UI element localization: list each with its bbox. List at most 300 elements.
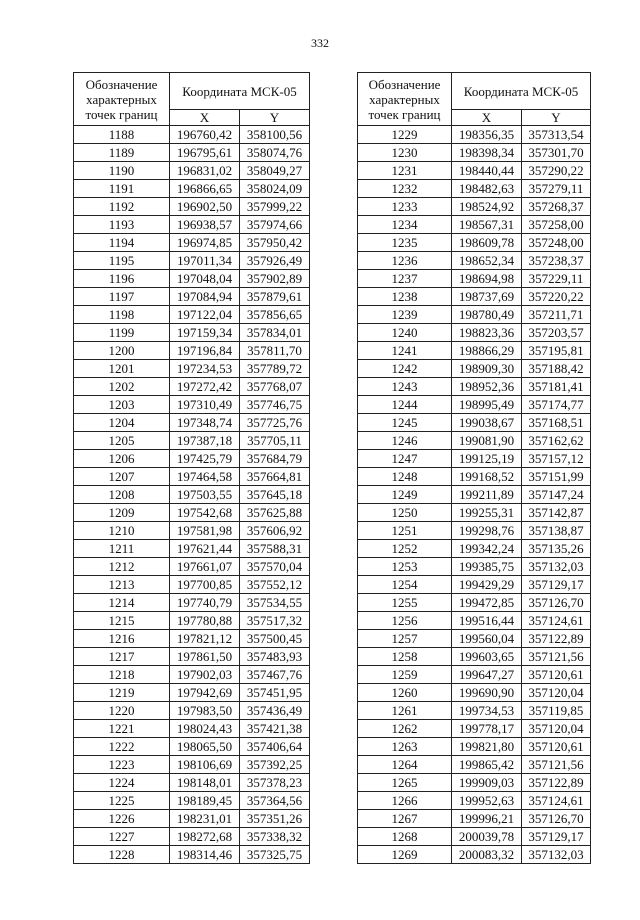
point-id-cell: 1220 [74,702,170,720]
table-row [74,288,310,306]
point-id-cell: 1245 [358,414,452,432]
point-id-cell: 1221 [74,720,170,738]
y-coordinate-cell: 357203,57 [522,324,591,342]
x-coordinate-cell: 199429,29 [452,576,522,594]
point-id-cell: 1252 [358,540,452,558]
y-coordinate-cell: 357188,42 [522,360,591,378]
point-id-cell: 1259 [358,666,452,684]
point-id-cell: 1193 [74,216,170,234]
table-row [358,540,591,558]
point-id-cell: 1191 [74,180,170,198]
table-row [358,324,591,342]
y-coordinate-cell: 357338,32 [240,828,310,846]
table-row [74,612,310,630]
x-coordinate-cell: 198995,49 [452,396,522,414]
table-row [358,450,591,468]
x-coordinate-cell: 198780,49 [452,306,522,324]
x-coordinate-cell: 198148,01 [170,774,240,792]
point-id-cell: 1209 [74,504,170,522]
table-row [74,828,310,846]
header-coordinate: Координата МСК-05 [170,73,310,110]
y-coordinate-cell: 358049,27 [240,162,310,180]
x-coordinate-cell: 199909,03 [452,774,522,792]
table-row [74,306,310,324]
point-id-cell: 1190 [74,162,170,180]
table-row [74,522,310,540]
table-row [358,180,591,198]
y-coordinate-cell: 357129,17 [522,576,591,594]
point-id-cell: 1207 [74,468,170,486]
table-row [358,432,591,450]
y-coordinate-cell: 357126,70 [522,810,591,828]
x-coordinate-cell: 197621,44 [170,540,240,558]
y-coordinate-cell: 357132,03 [522,558,591,576]
x-coordinate-cell: 197272,42 [170,378,240,396]
x-coordinate-cell: 197464,58 [170,468,240,486]
y-coordinate-cell: 357135,26 [522,540,591,558]
y-coordinate-cell: 357122,89 [522,630,591,648]
point-id-cell: 1232 [358,180,452,198]
point-id-cell: 1246 [358,432,452,450]
table-row [74,378,310,396]
table-row [358,666,591,684]
y-coordinate-cell: 358024,09 [240,180,310,198]
point-id-cell: 1257 [358,630,452,648]
point-id-cell: 1234 [358,216,452,234]
point-id-cell: 1244 [358,396,452,414]
point-id-cell: 1260 [358,684,452,702]
x-coordinate-cell: 196831,02 [170,162,240,180]
y-coordinate-cell: 357151,99 [522,468,591,486]
point-id-cell: 1233 [358,198,452,216]
x-coordinate-cell: 200039,78 [452,828,522,846]
y-coordinate-cell: 357220,22 [522,288,591,306]
x-coordinate-cell: 198866,29 [452,342,522,360]
table-row [74,414,310,432]
table-row [358,486,591,504]
x-coordinate-cell: 197661,07 [170,558,240,576]
y-coordinate-cell: 357325,75 [240,846,310,864]
x-coordinate-cell: 198356,35 [452,126,522,144]
coordinate-table-right [357,72,591,864]
table-row [74,216,310,234]
x-coordinate-cell: 198694,98 [452,270,522,288]
y-coordinate-cell: 357351,26 [240,810,310,828]
y-coordinate-cell: 357483,93 [240,648,310,666]
table-row [358,198,591,216]
y-coordinate-cell: 357157,12 [522,450,591,468]
y-coordinate-cell: 357229,11 [522,270,591,288]
y-coordinate-cell: 357625,88 [240,504,310,522]
point-id-cell: 1265 [358,774,452,792]
table-row [358,378,591,396]
x-coordinate-cell: 198737,69 [452,288,522,306]
table-row [358,846,591,864]
table-row [74,540,310,558]
y-coordinate-cell: 357121,56 [522,648,591,666]
x-coordinate-cell: 197542,68 [170,504,240,522]
x-coordinate-cell: 199472,85 [452,594,522,612]
point-id-cell: 1213 [74,576,170,594]
table-row [358,144,591,162]
table-row [358,702,591,720]
header-y: Y [522,110,591,126]
point-id-cell: 1248 [358,468,452,486]
y-coordinate-cell: 357392,25 [240,756,310,774]
table-row [358,504,591,522]
y-coordinate-cell: 357999,22 [240,198,310,216]
point-id-cell: 1249 [358,486,452,504]
point-id-cell: 1203 [74,396,170,414]
y-coordinate-cell: 357926,49 [240,252,310,270]
table-row [74,360,310,378]
table-row [74,432,310,450]
point-id-cell: 1242 [358,360,452,378]
table-row [358,252,591,270]
point-id-cell: 1206 [74,450,170,468]
x-coordinate-cell: 197821,12 [170,630,240,648]
x-coordinate-cell: 196795,61 [170,144,240,162]
x-coordinate-cell: 198652,34 [452,252,522,270]
y-coordinate-cell: 357534,55 [240,594,310,612]
table-row [74,126,310,144]
table-row [358,234,591,252]
table-row [358,648,591,666]
point-id-cell: 1228 [74,846,170,864]
table-row [358,594,591,612]
y-coordinate-cell: 358074,76 [240,144,310,162]
y-coordinate-cell: 357645,18 [240,486,310,504]
x-coordinate-cell: 198065,50 [170,738,240,756]
point-id-cell: 1208 [74,486,170,504]
point-id-cell: 1264 [358,756,452,774]
table-row [358,360,591,378]
header-point: Обозначение характерных точек границ [74,73,170,126]
point-id-cell: 1211 [74,540,170,558]
y-coordinate-cell: 357570,04 [240,558,310,576]
table-row [74,468,310,486]
x-coordinate-cell: 198823,36 [452,324,522,342]
point-id-cell: 1231 [358,162,452,180]
y-coordinate-cell: 357902,89 [240,270,310,288]
point-id-cell: 1223 [74,756,170,774]
table-row [74,756,310,774]
x-coordinate-cell: 199342,24 [452,540,522,558]
point-id-cell: 1188 [74,126,170,144]
point-id-cell: 1253 [358,558,452,576]
x-coordinate-cell: 198024,43 [170,720,240,738]
x-coordinate-cell: 197122,04 [170,306,240,324]
y-coordinate-cell: 357789,72 [240,360,310,378]
table-row [358,576,591,594]
table-row [74,324,310,342]
point-id-cell: 1212 [74,558,170,576]
y-coordinate-cell: 357768,07 [240,378,310,396]
y-coordinate-cell: 357129,17 [522,828,591,846]
table-row [74,846,310,864]
table-row [358,126,591,144]
x-coordinate-cell: 198909,30 [452,360,522,378]
table-row [74,558,310,576]
x-coordinate-cell: 197581,98 [170,522,240,540]
x-coordinate-cell: 197234,53 [170,360,240,378]
x-coordinate-cell: 198314,46 [170,846,240,864]
point-id-cell: 1210 [74,522,170,540]
header-coordinate: Координата МСК-05 [452,73,591,110]
x-coordinate-cell: 196760,42 [170,126,240,144]
y-coordinate-cell: 357195,81 [522,342,591,360]
y-coordinate-cell: 357124,61 [522,792,591,810]
table-row [74,774,310,792]
y-coordinate-cell: 357313,54 [522,126,591,144]
table-row [358,630,591,648]
point-id-cell: 1251 [358,522,452,540]
x-coordinate-cell: 197983,50 [170,702,240,720]
table-row [74,684,310,702]
table-row [358,270,591,288]
point-id-cell: 1256 [358,612,452,630]
y-coordinate-cell: 357834,01 [240,324,310,342]
table-row [74,594,310,612]
x-coordinate-cell: 197740,79 [170,594,240,612]
page-number: 332 [311,36,329,50]
point-id-cell: 1250 [358,504,452,522]
point-id-cell: 1261 [358,702,452,720]
y-coordinate-cell: 357950,42 [240,234,310,252]
x-coordinate-cell: 199778,17 [452,720,522,738]
table-row [358,792,591,810]
table-row [358,306,591,324]
x-coordinate-cell: 198952,36 [452,378,522,396]
point-id-cell: 1199 [74,324,170,342]
point-id-cell: 1202 [74,378,170,396]
y-coordinate-cell: 357119,85 [522,702,591,720]
x-coordinate-cell: 199298,76 [452,522,522,540]
x-coordinate-cell: 199647,27 [452,666,522,684]
point-id-cell: 1194 [74,234,170,252]
point-id-cell: 1236 [358,252,452,270]
x-coordinate-cell: 199038,67 [452,414,522,432]
x-coordinate-cell: 197310,49 [170,396,240,414]
x-coordinate-cell: 198272,68 [170,828,240,846]
x-coordinate-cell: 199603,65 [452,648,522,666]
x-coordinate-cell: 197861,50 [170,648,240,666]
point-id-cell: 1215 [74,612,170,630]
point-id-cell: 1198 [74,306,170,324]
point-id-cell: 1189 [74,144,170,162]
point-id-cell: 1201 [74,360,170,378]
y-coordinate-cell: 357124,61 [522,612,591,630]
point-id-cell: 1239 [358,306,452,324]
y-coordinate-cell: 357684,79 [240,450,310,468]
table-row [74,396,310,414]
point-id-cell: 1243 [358,378,452,396]
x-coordinate-cell: 199690,90 [452,684,522,702]
table-row [358,522,591,540]
table-row [358,810,591,828]
table-row [74,144,310,162]
y-coordinate-cell: 357120,04 [522,684,591,702]
y-coordinate-cell: 357606,92 [240,522,310,540]
point-id-cell: 1258 [358,648,452,666]
point-id-cell: 1197 [74,288,170,306]
y-coordinate-cell: 357500,45 [240,630,310,648]
point-id-cell: 1205 [74,432,170,450]
x-coordinate-cell: 198482,63 [452,180,522,198]
x-coordinate-cell: 199734,53 [452,702,522,720]
x-coordinate-cell: 199081,90 [452,432,522,450]
y-coordinate-cell: 357811,70 [240,342,310,360]
table-row [74,576,310,594]
table-row [358,342,591,360]
table-row [74,702,310,720]
y-coordinate-cell: 357258,00 [522,216,591,234]
y-coordinate-cell: 357725,76 [240,414,310,432]
x-coordinate-cell: 199255,31 [452,504,522,522]
y-coordinate-cell: 357974,66 [240,216,310,234]
x-coordinate-cell: 198231,01 [170,810,240,828]
point-id-cell: 1241 [358,342,452,360]
y-coordinate-cell: 357421,38 [240,720,310,738]
y-coordinate-cell: 357126,70 [522,594,591,612]
point-id-cell: 1217 [74,648,170,666]
y-coordinate-cell: 357120,61 [522,666,591,684]
y-coordinate-cell: 357436,49 [240,702,310,720]
x-coordinate-cell: 197902,03 [170,666,240,684]
x-coordinate-cell: 196902,50 [170,198,240,216]
y-coordinate-cell: 357378,23 [240,774,310,792]
y-coordinate-cell: 357552,12 [240,576,310,594]
x-coordinate-cell: 198567,31 [452,216,522,234]
y-coordinate-cell: 357174,77 [522,396,591,414]
x-coordinate-cell: 197159,34 [170,324,240,342]
point-id-cell: 1200 [74,342,170,360]
table-row [74,738,310,756]
point-id-cell: 1230 [358,144,452,162]
table-row [358,216,591,234]
point-id-cell: 1254 [358,576,452,594]
point-id-cell: 1214 [74,594,170,612]
table-row [74,810,310,828]
table-row [74,630,310,648]
table-row [74,504,310,522]
x-coordinate-cell: 197780,88 [170,612,240,630]
table-row [74,648,310,666]
table-row [74,162,310,180]
x-coordinate-cell: 197048,04 [170,270,240,288]
point-id-cell: 1267 [358,810,452,828]
coordinate-table-left [73,72,310,864]
table-row [358,558,591,576]
table-row [358,684,591,702]
x-coordinate-cell: 197348,74 [170,414,240,432]
table-row [358,468,591,486]
point-id-cell: 1235 [358,234,452,252]
point-id-cell: 1263 [358,738,452,756]
point-id-cell: 1255 [358,594,452,612]
y-coordinate-cell: 357168,51 [522,414,591,432]
y-coordinate-cell: 357279,11 [522,180,591,198]
table-row [74,792,310,810]
x-coordinate-cell: 199865,42 [452,756,522,774]
x-coordinate-cell: 200083,32 [452,846,522,864]
table-row [74,180,310,198]
point-id-cell: 1237 [358,270,452,288]
y-coordinate-cell: 357856,65 [240,306,310,324]
x-coordinate-cell: 196974,85 [170,234,240,252]
point-id-cell: 1196 [74,270,170,288]
table-row [358,396,591,414]
x-coordinate-cell: 199516,44 [452,612,522,630]
point-id-cell: 1216 [74,630,170,648]
point-id-cell: 1238 [358,288,452,306]
y-coordinate-cell: 357142,87 [522,504,591,522]
table-row [358,756,591,774]
table-row [358,720,591,738]
x-coordinate-cell: 196866,65 [170,180,240,198]
point-id-cell: 1247 [358,450,452,468]
y-coordinate-cell: 357517,32 [240,612,310,630]
point-id-cell: 1227 [74,828,170,846]
table-row [74,270,310,288]
header-x: X [452,110,522,126]
x-coordinate-cell: 197503,55 [170,486,240,504]
point-id-cell: 1266 [358,792,452,810]
x-coordinate-cell: 197387,18 [170,432,240,450]
y-coordinate-cell: 357451,95 [240,684,310,702]
header-point: Обозначение характерных точек границ [358,73,452,126]
x-coordinate-cell: 199168,52 [452,468,522,486]
point-id-cell: 1195 [74,252,170,270]
x-coordinate-cell: 199821,80 [452,738,522,756]
y-coordinate-cell: 357664,81 [240,468,310,486]
point-id-cell: 1219 [74,684,170,702]
header-y: Y [240,110,310,126]
y-coordinate-cell: 357238,37 [522,252,591,270]
y-coordinate-cell: 357121,56 [522,756,591,774]
y-coordinate-cell: 357147,24 [522,486,591,504]
y-coordinate-cell: 357746,75 [240,396,310,414]
x-coordinate-cell: 197011,34 [170,252,240,270]
table-row [74,234,310,252]
x-coordinate-cell: 198440,44 [452,162,522,180]
y-coordinate-cell: 357290,22 [522,162,591,180]
x-coordinate-cell: 198398,34 [452,144,522,162]
x-coordinate-cell: 199560,04 [452,630,522,648]
x-coordinate-cell: 197700,85 [170,576,240,594]
x-coordinate-cell: 197196,84 [170,342,240,360]
x-coordinate-cell: 199996,21 [452,810,522,828]
y-coordinate-cell: 357705,11 [240,432,310,450]
y-coordinate-cell: 357132,03 [522,846,591,864]
table-row [74,198,310,216]
x-coordinate-cell: 198609,78 [452,234,522,252]
point-id-cell: 1229 [358,126,452,144]
point-id-cell: 1225 [74,792,170,810]
table-row [358,774,591,792]
point-id-cell: 1192 [74,198,170,216]
x-coordinate-cell: 199952,63 [452,792,522,810]
x-coordinate-cell: 197084,94 [170,288,240,306]
y-coordinate-cell: 357406,64 [240,738,310,756]
table-row [74,666,310,684]
y-coordinate-cell: 357181,41 [522,378,591,396]
x-coordinate-cell: 199385,75 [452,558,522,576]
point-id-cell: 1269 [358,846,452,864]
x-coordinate-cell: 198524,92 [452,198,522,216]
table-row [358,828,591,846]
y-coordinate-cell: 357162,62 [522,432,591,450]
